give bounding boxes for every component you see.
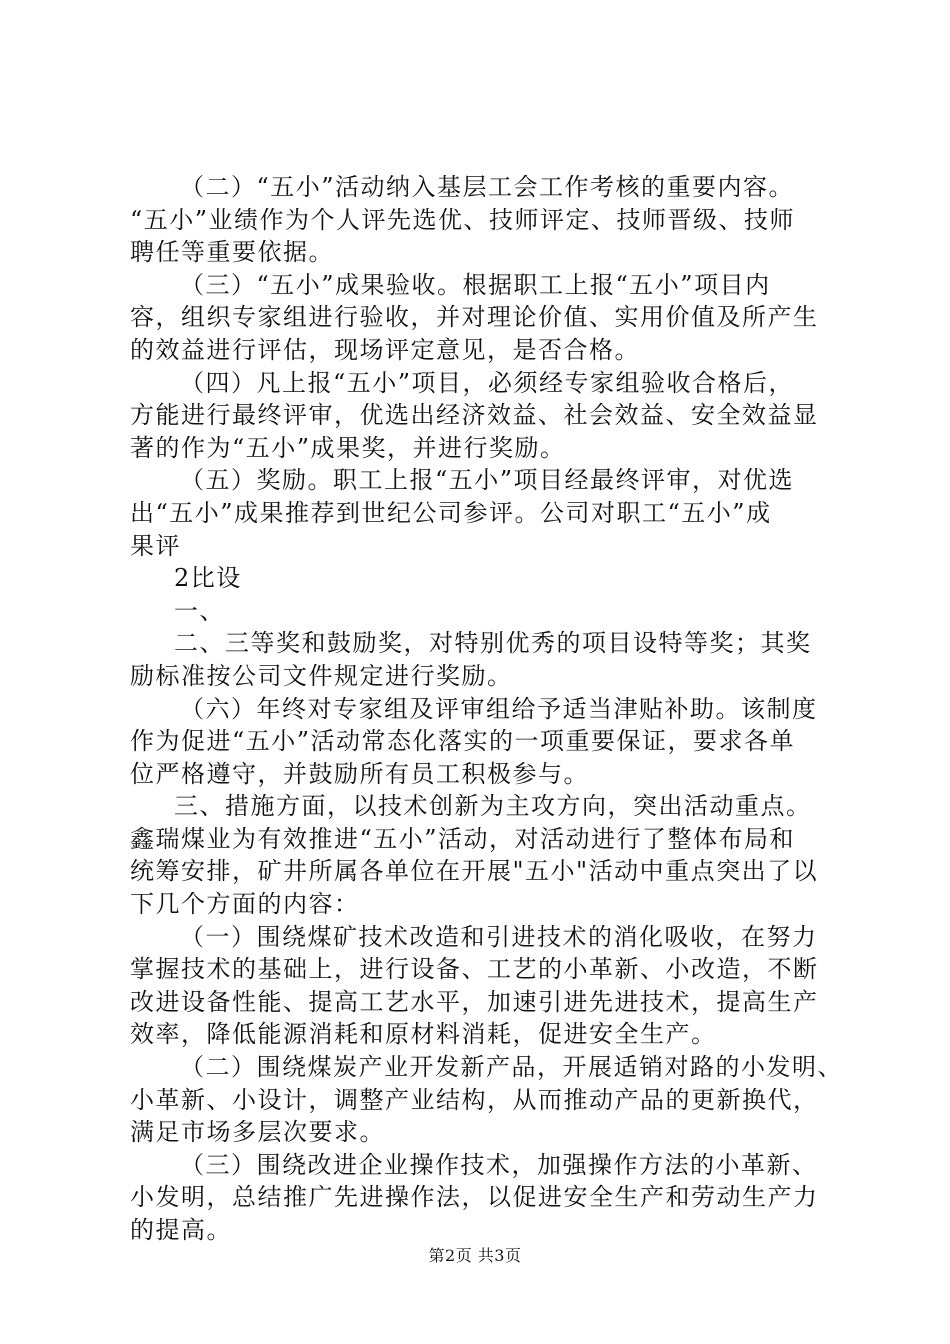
text-line: 改进设备性能、提高工艺水平，加速引进先进技术，提高生产 <box>130 987 819 1016</box>
text-line: 著的作为“五小”成果奖，并进行奖励。 <box>130 433 566 462</box>
text-line: 一、 <box>174 596 225 625</box>
text-line: 二、三等奖和鼓励奖，对特别优秀的项目设特等奖；其奖 <box>174 629 812 658</box>
text-line: 果评 <box>130 531 181 560</box>
text-line: 的效益进行评估，现场评定意见，是否合格。 <box>130 335 640 364</box>
text-line: 小发明，总结推广先进操作法，以促进安全生产和劳动生产力 <box>130 1183 819 1212</box>
text-line: 容，组织专家组进行验收，并对理论价值、实用价值及所产生 <box>130 303 819 332</box>
text-line: 位严格遵守，并鼓励所有员工积极参与。 <box>130 759 589 788</box>
text-line: 出“五小”成果推荐到世纪公司参评。公司对职工“五小”成 <box>130 498 772 527</box>
text-line: （二）“五小”活动纳入基层工会工作考核的重要内容。 <box>180 173 795 201</box>
text-line: 的提高。 <box>130 1216 232 1244</box>
text-line: （六）年终对专家组及评审组给予适当津贴补助。该制度 <box>180 694 818 723</box>
text-line: 鑫瑞煤业为有效推进“五小”活动，对活动进行了整体布局和 <box>130 824 796 853</box>
text-line: 作为促进“五小”活动常态化落实的一项重要保证，要求各单 <box>130 727 796 756</box>
text-line: “五小”业绩作为个人评先选优、技师评定、技师晋级、技师 <box>130 205 796 234</box>
text-line: 小革新、小设计，调整产业结构，从而推动产品的更新换代， <box>130 1085 819 1114</box>
text-line: （四）凡上报“五小”项目，必须经专家组验收合格后， <box>180 368 795 397</box>
text-line: （五）奖励。职工上报“五小”项目经最终评审，对优选 <box>180 466 795 495</box>
text-line: 下几个方面的内容： <box>130 890 360 919</box>
text-line: （一）围绕煤矿技术改造和引进技术的消化吸收，在努力 <box>180 922 818 951</box>
text-line: （三）“五小”成果验收。根据职工上报“五小”项目内 <box>180 270 771 299</box>
text-line: 2比设 <box>174 564 242 593</box>
text-line: 效率，降低能源消耗和原材料消耗，促进安全生产。 <box>130 1020 717 1049</box>
text-line: （二）围绕煤炭产业开发新产品，开展适销对路的小发明、 <box>180 1053 843 1082</box>
document-body <box>130 171 850 1247</box>
text-line: 方能进行最终评审，优选出经济效益、社会效益、安全效益显 <box>130 401 819 430</box>
text-line: 掌握技术的基础上，进行设备、工艺的小革新、小改造，不断 <box>130 955 819 984</box>
text-line: 聘任等重要依据。 <box>130 238 334 267</box>
text-line: 三、措施方面，以技术创新为主攻方向，突出活动重点。 <box>174 792 812 821</box>
text-line: 满足市场多层次要求。 <box>130 1118 385 1147</box>
text-line: 励标准按公司文件规定进行奖励。 <box>130 661 513 690</box>
text-line: 统筹安排，矿井所属各单位在开展"五小"活动中重点突出了以 <box>130 857 819 886</box>
page-footer: 第2页 共3页 <box>428 1246 522 1265</box>
text-line: （三）围绕改进企业操作技术，加强操作方法的小革新、 <box>180 1150 818 1179</box>
